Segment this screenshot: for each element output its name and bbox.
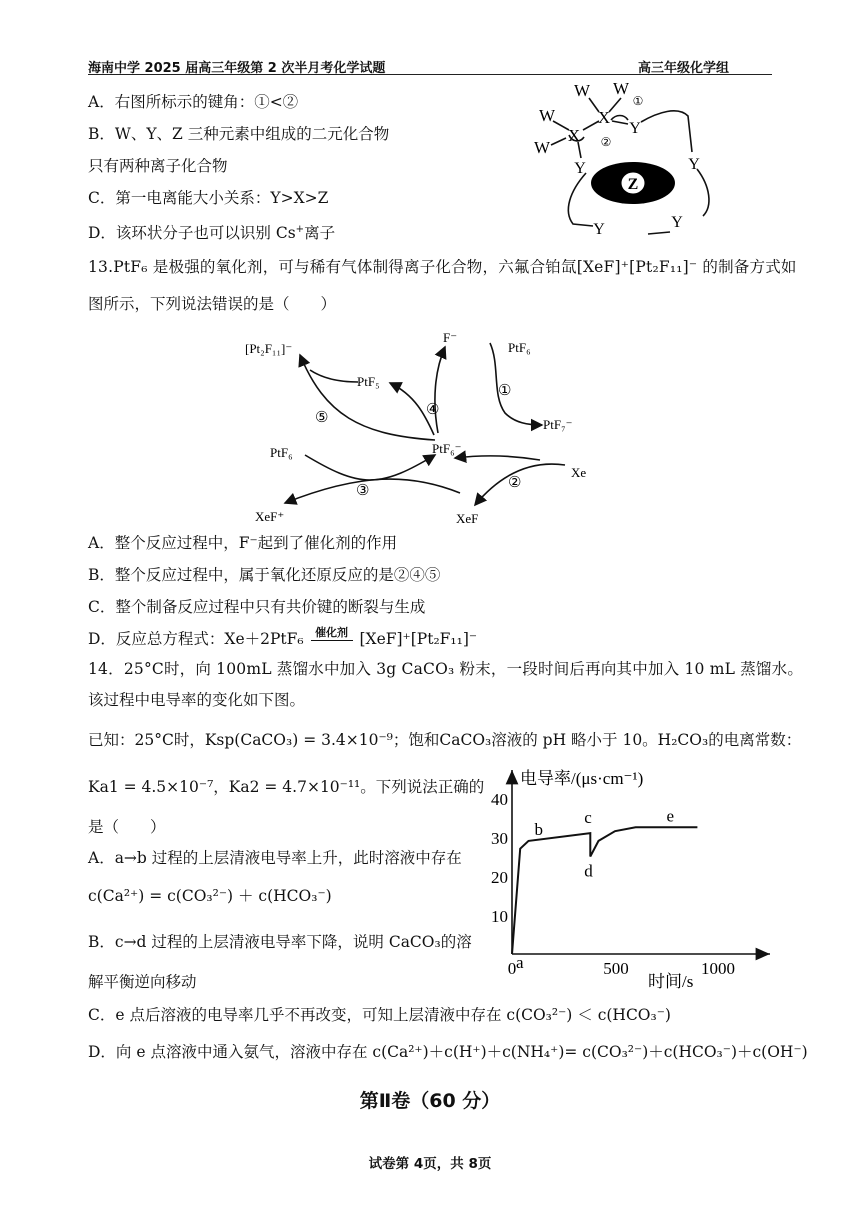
q14-option-a-2: c(Ca²⁺) = c(CO₃²⁻) ＋ c(HCO₃⁻)	[88, 887, 332, 905]
w-label-2: W	[612, 79, 630, 98]
ptf6-minus-label: PtF₆⁻	[432, 441, 462, 456]
step-3-label: ③	[356, 483, 370, 499]
pt2f11-label: [Pt₂F₁₁]⁻	[245, 341, 293, 356]
reaction-cycle-figure	[240, 325, 610, 530]
step-4-label: ④	[426, 402, 440, 418]
x-axis-label: 时间/s	[648, 972, 694, 991]
q14-line-1: 14．25°C时，向 100mL 蒸馏水中加入 3g CaCO₃ 粉末，一段时间后再向其中加入 10 mL 蒸馏水。	[88, 660, 804, 678]
y-label-4: Y	[671, 214, 683, 231]
w-label-4: W	[533, 138, 551, 157]
step-2-label: ②	[508, 475, 522, 491]
f-minus-label: F⁻	[443, 330, 458, 345]
point-label-a: a	[516, 953, 524, 972]
q12-option-d-pre: D．该环状分子也可以识别 Cs	[88, 224, 296, 243]
step-5-label: ⑤	[315, 410, 329, 426]
q14-option-d: D．向 e 点溶液中通入氨气，溶液中存在 c(Ca²⁺)＋c(H⁺)＋c(NH₄⁺)= c(CO₃²⁻)＋c(HCO₃⁻)＋c(OH⁻)	[88, 1043, 808, 1061]
q14-option-a-1: A．a→b 过程的上层清液电导率上升，此时溶液中存在	[88, 849, 462, 867]
y-axis-label: 电导率/(μs·cm⁻¹)	[520, 769, 644, 788]
x-tick-500: 500	[603, 959, 629, 978]
header-right: 高三年级化学组	[638, 61, 730, 76]
q12-option-d-post: 离子	[304, 224, 336, 243]
q14-option-c: C．e 点后溶液的电导率几乎不再改变，可知上层清液中存在 c(CO₃²⁻) ＜ c(HCO₃⁻)	[88, 1006, 671, 1024]
q12-option-d	[88, 220, 335, 243]
q12-option-b-2: 只有两种离子化合物	[88, 157, 228, 175]
point-label-b: b	[534, 819, 543, 839]
q13-option-d-post: [XeF]⁺[Pt₂F₁₁]⁻	[359, 630, 478, 648]
y-tick-40: 40	[491, 790, 508, 809]
q14-line-4: Ka1 = 4.5×10⁻⁷，Ka2 = 4.7×10⁻¹¹。下列说法正确的	[88, 778, 485, 796]
step-1-label: ①	[498, 383, 512, 399]
xe-label: Xe	[571, 465, 587, 480]
page-footer: 试卷第 4页，共 8页	[368, 1156, 492, 1172]
y-label-3: Y	[574, 160, 586, 177]
q14-line-5: 是（ ）	[88, 818, 166, 836]
conductivity-chart	[478, 762, 778, 994]
catalyst-bar	[311, 640, 353, 641]
ptf6-left-label: PtF₆	[270, 445, 293, 460]
q12-option-a: A．右图所标示的键角：①<②	[88, 93, 299, 111]
ptf7-label: PtF₇⁻	[543, 417, 573, 432]
conductivity-line	[512, 827, 697, 954]
z-label: Z	[627, 176, 639, 193]
x-label-1: X	[597, 108, 611, 127]
xef-plus-label: XeF⁺	[255, 509, 285, 524]
q14-line-2: 该过程中电导率的变化如下图。	[88, 691, 306, 709]
angle-1-label: ①	[632, 94, 644, 108]
q13-option-a: A．整个反应过程中，F⁻起到了催化剂的作用	[88, 534, 398, 552]
x-tick-1000: 1000	[701, 959, 735, 978]
q14-option-b-1: B．c→d 过程的上层清液电导率下降，说明 CaCO₃的溶	[88, 933, 472, 951]
w-label-1: W	[573, 81, 591, 100]
q13-option-d-pre: D．反应总方程式：Xe＋2PtF₆	[88, 630, 304, 648]
y-label-5: Y	[593, 221, 605, 238]
q13-option-b: B．整个反应过程中，属于氧化还原反应的是②④⑤	[88, 566, 441, 584]
q12-option-c: C．第一电离能大小关系：Y>X>Z	[88, 189, 329, 207]
ptf5-label: PtF₅	[357, 374, 380, 389]
y-tick-30: 30	[491, 829, 508, 848]
x-label-2: X	[567, 126, 581, 145]
q13-line-2: 图所示，下列说法错误的是（ ）	[88, 295, 337, 313]
ptf6-top-label: PtF₆	[508, 340, 531, 355]
section-title: 第Ⅱ卷（60 分）	[359, 1090, 501, 1112]
x-tick-0: 0	[507, 959, 517, 978]
q13-option-d	[88, 626, 478, 649]
q14-option-b-2: 解平衡逆向移动	[88, 973, 197, 991]
y-label-2: Y	[688, 156, 700, 173]
y-tick-10: 10	[491, 907, 508, 926]
xef-label: XeF	[456, 511, 479, 526]
q13-line-1: 13.PtF₆ 是极强的氧化剂，可与稀有气体制得离子化合物，六氟合铂氙[XeF]⁺[Pt₂F₁₁]⁻ 的制备方式如	[88, 258, 797, 276]
q14-line-3: 已知：25°C时，Ksp(CaCO₃) = 3.4×10⁻⁹；饱和CaCO₃溶液的 pH 略小于 10。H₂CO₃的电离常数：	[88, 731, 802, 749]
point-label-d: d	[584, 861, 593, 881]
q12-option-d-sup: +	[295, 224, 305, 235]
header-left: 海南中学 2025 届高三年级第 2 次半月考化学试题	[88, 61, 386, 76]
w-label-3: W	[538, 106, 556, 125]
point-label-c: c	[584, 808, 592, 828]
q12-option-b-1: B．W、Y、Z 三种元素中组成的二元化合物	[88, 125, 390, 143]
crown-ether-figure	[528, 76, 728, 248]
point-label-e: e	[666, 806, 675, 826]
q13-option-c: C．整个制备反应过程中只有共价键的断裂与生成	[88, 598, 426, 616]
y-label-1: Y	[629, 120, 641, 137]
angle-2-label: ②	[600, 135, 612, 149]
header-rule	[88, 74, 772, 75]
y-tick-20: 20	[491, 868, 508, 887]
catalyst-label: 催化剂	[315, 626, 349, 639]
